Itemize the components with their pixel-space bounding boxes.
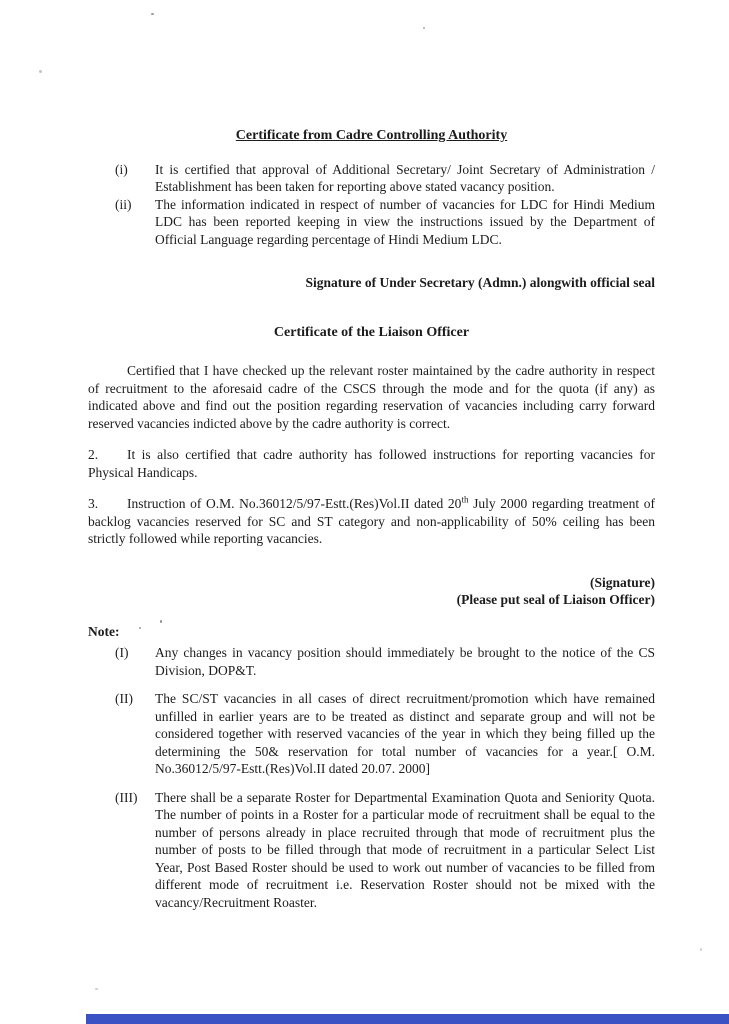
list-item (88, 161, 655, 196)
seal-label: (Please put seal of Liaison Officer) (456, 592, 655, 607)
note-item-label: (III) (115, 789, 138, 805)
note-item-text: Any changes in vacancy position should immediately be brought to the notice of the CS Division, DOP&T. (155, 645, 655, 678)
paragraph-number: 3. (88, 496, 99, 511)
signature-label: (Signature) (589, 574, 655, 590)
scan-speck (160, 620, 162, 623)
under-secretary-signature-line: Signature of Under Secretary (Admn.) alongwith official seal (305, 275, 655, 290)
paragraph-2 (88, 446, 655, 481)
list-item (88, 196, 655, 249)
note-item (88, 644, 655, 679)
liaison-certificate-paragraph: Certified that I have checked up the relevant roster maintained by the cadre authority in respect of recruitment to the aforesaid cadre of the CSCS through the mode and for the quota (if any) as indicated above and find out the position regarding reservation of vacancies including carry forward reserved vacancies indicted above by the cadre authority is correct. (88, 363, 655, 431)
note-item (88, 690, 655, 778)
list-item-label: (i) (115, 161, 128, 177)
note-item-label: (I) (115, 645, 129, 660)
scanner-edge-bar (86, 1014, 729, 1024)
paragraph-3 (88, 495, 655, 548)
note-item-text: There shall be a separate Roster for Departmental Examination Quota and Seniority Quota. The number of points in a Roster for a particular mode of recruitment shall be equal to the number of persons already in place recruited through that mode of recruitment plus the number of posts to be filled through that mode of recruitment in a particular Select List Year, Post Based Roster should be used to work out number of vacancies to be filled from different mode of recruitment i.e. Reservation Roster should not be mixed with the vacancy/Recruitment Roaster. (155, 789, 655, 910)
scan-speck (39, 70, 42, 73)
scan-speck (700, 948, 702, 951)
paragraph-text-after-superscript: July 2000 regarding treatment of backlog vacancies reserved for SC and ST category and non-applicability of 50% ceiling has been strictly followed while reporting vacancies. (88, 496, 655, 546)
section2-title: Certificate of the Liaison Officer (273, 324, 470, 340)
ordinal-superscript: th (461, 494, 469, 505)
liaison-signature-block (88, 574, 655, 609)
paragraph-number: 2. (88, 447, 99, 462)
note-item-text: The SC/ST vacancies in all cases of direct recruitment/promotion which have remained unfilled in earlier years are to be treated as distinct and separate group and will not be considered together with reserved vacancies of the year in which they being filled up the determining the 50& reservation for total number of vacancies for a year.[ O.M. No.36012/5/97-Estt.(Res)Vol.II dated 20.07. 2000] (155, 691, 655, 776)
section1-title: Certificate from Cadre Controlling Authority (235, 128, 508, 143)
list-item-text: It is certified that approval of Additional Secretary/ Joint Secretary of Administration / Establishment has been taken for reporting above stated vacancy position. (155, 161, 655, 194)
scan-speck (423, 27, 425, 29)
scan-speck (139, 627, 141, 629)
paragraph-text: It is also certified that cadre authority has followed instructions for reporting vacancies for Physical Handicaps. (88, 447, 655, 480)
note-item-label: (II) (115, 691, 133, 706)
list-item-text: The information indicated in respect of number of vacancies for LDC for Hindi Medium LDC has been reported keeping in view the instructions issued by the Department of Official Language regarding percentage of Hindi Medium LDC. (155, 196, 655, 247)
scan-speck (95, 988, 98, 990)
scan-speck (151, 13, 154, 15)
note-heading: Note: (88, 623, 120, 639)
list-item-label: (ii) (115, 196, 132, 212)
paragraph-text-before-superscript: Instruction of O.M. No.36012/5/97-Estt.(Res)Vol.II dated 20 (127, 496, 462, 511)
note-item (88, 789, 655, 912)
certificate-list (88, 161, 655, 249)
